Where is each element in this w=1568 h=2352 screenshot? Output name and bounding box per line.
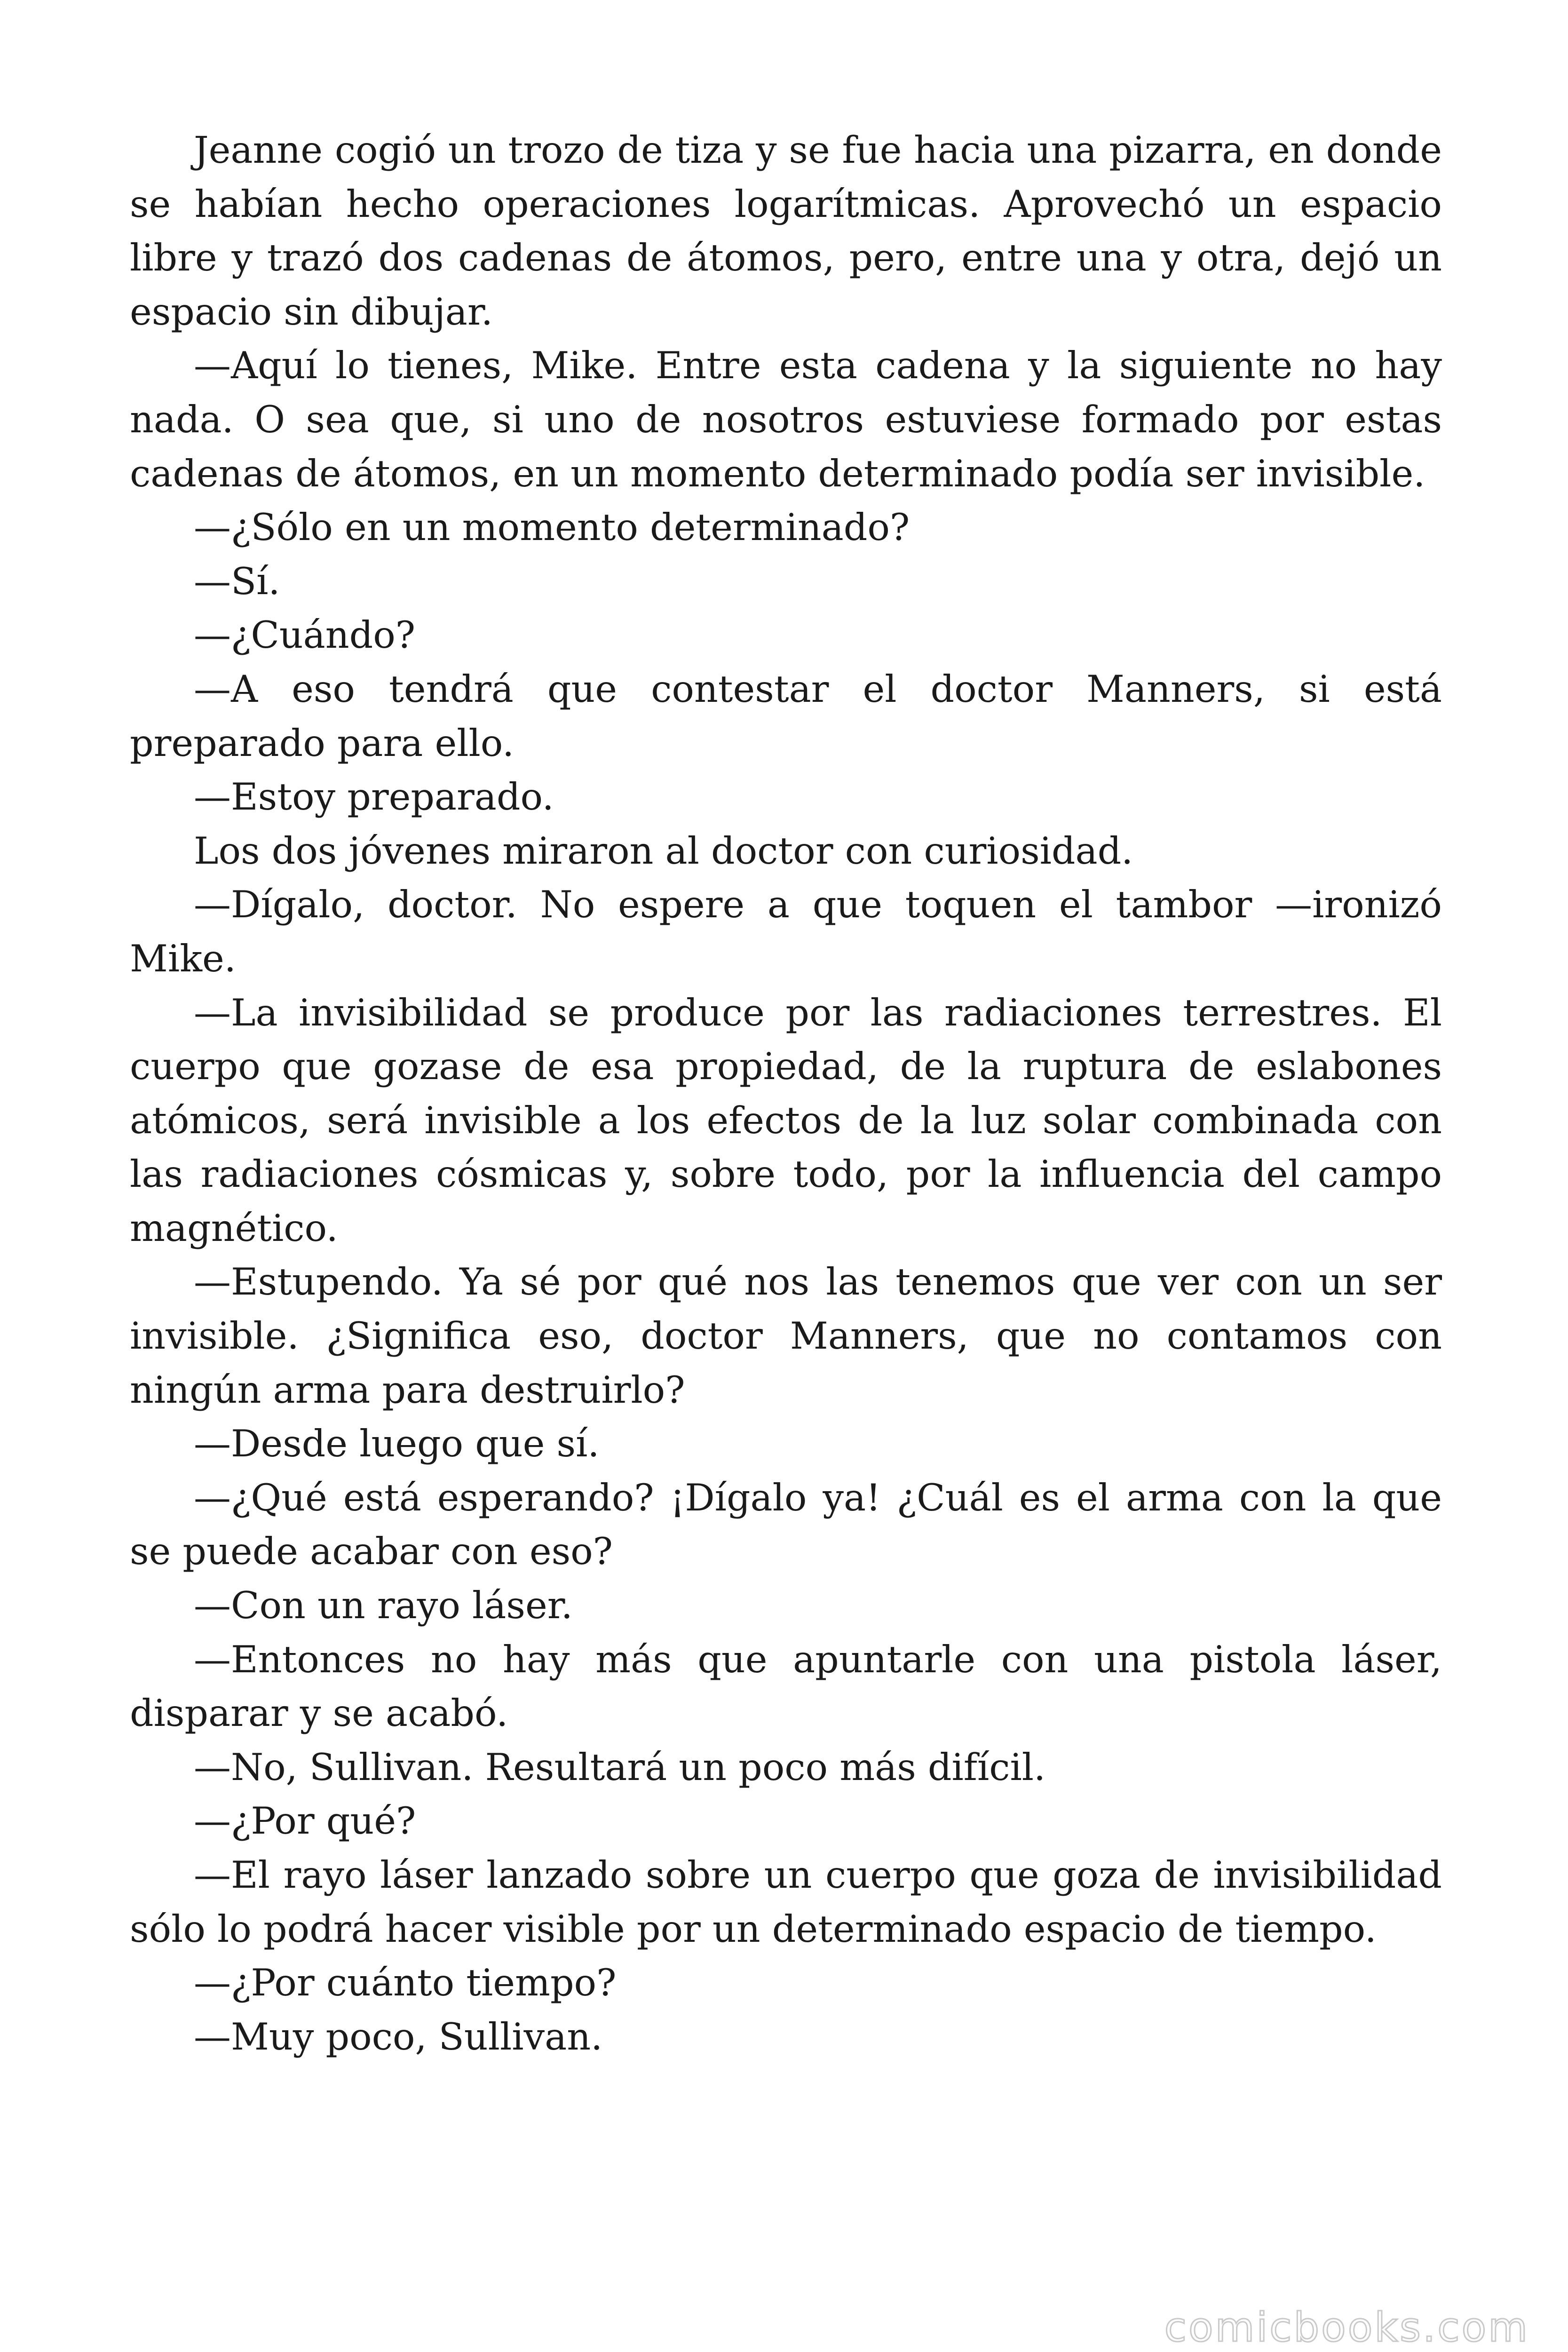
- paragraph: —¿Por cuánto tiempo?: [194, 1961, 617, 2005]
- paragraph: Jeanne cogió un trozo de tiza y se fue hacia una pizarra, en donde se habían hecho operaciones logarítmicas. Aprovechó un espacio libre y trazó dos cadenas de átomos, pero, entre una y otra, dejó un espacio sin dibujar.: [130, 128, 1442, 334]
- paragraph: —Con un rayo láser.: [194, 1584, 573, 1628]
- paragraph: —La invisibilidad se produce por las radiaciones terrestres. El cuerpo que gozase de esa propiedad, de la ruptura de eslabones atómicos, será invisible a los efectos de la luz solar combinada con las radiaciones cósmicas y, sobre todo, por la influencia del campo magnético.: [130, 991, 1442, 1250]
- paragraph: —El rayo láser lanzado sobre un cuerpo que goza de invisibilidad sólo lo podrá hacer visible por un determinado espacio de tiempo.: [130, 1853, 1442, 1951]
- paragraph: —¿Qué está esperando? ¡Dígalo ya! ¿Cuál es el arma con la que se puede acabar con eso?: [130, 1476, 1442, 1573]
- paragraph: —¿Cuándo?: [194, 613, 416, 657]
- paragraph: —¿Por qué?: [194, 1799, 416, 1843]
- paragraph: —Estoy preparado.: [194, 775, 554, 819]
- paragraph: —Entonces no hay más que apuntarle con una pistola láser, disparar y se acabó.: [130, 1637, 1442, 1735]
- paragraph: —Estupendo. Ya sé por qué nos las tenemos que ver con un ser invisible. ¿Significa eso, doctor Manners, que no contamos con ningún arma para destruirlo?: [130, 1260, 1442, 1412]
- paragraph: —Aquí lo tienes, Mike. Entre esta cadena y la siguiente no hay nada. O sea que, si uno de nosotros estuviese formado por estas cadenas de átomos, en un momento determinado podía ser invisible.: [130, 344, 1442, 495]
- body-text: [130, 123, 1442, 2064]
- paragraph: —¿Sólo en un momento determinado?: [194, 506, 910, 549]
- paragraph: —Dígalo, doctor. No espere a que toquen el tambor —ironizó Mike.: [130, 883, 1442, 980]
- paragraph: —A eso tendrá que contestar el doctor Manners, si está preparado para ello.: [130, 667, 1442, 765]
- paragraph: —Muy poco, Sullivan.: [194, 2015, 603, 2058]
- paragraph: —Sí.: [194, 559, 280, 603]
- paragraph: —Desde luego que sí.: [194, 1422, 600, 1466]
- paragraph: Los dos jóvenes miraron al doctor con curiosidad.: [194, 829, 1133, 873]
- paragraph: —No, Sullivan. Resultará un poco más difícil.: [194, 1745, 1046, 1789]
- watermark-text: comicbooks.com: [1164, 2304, 1529, 2351]
